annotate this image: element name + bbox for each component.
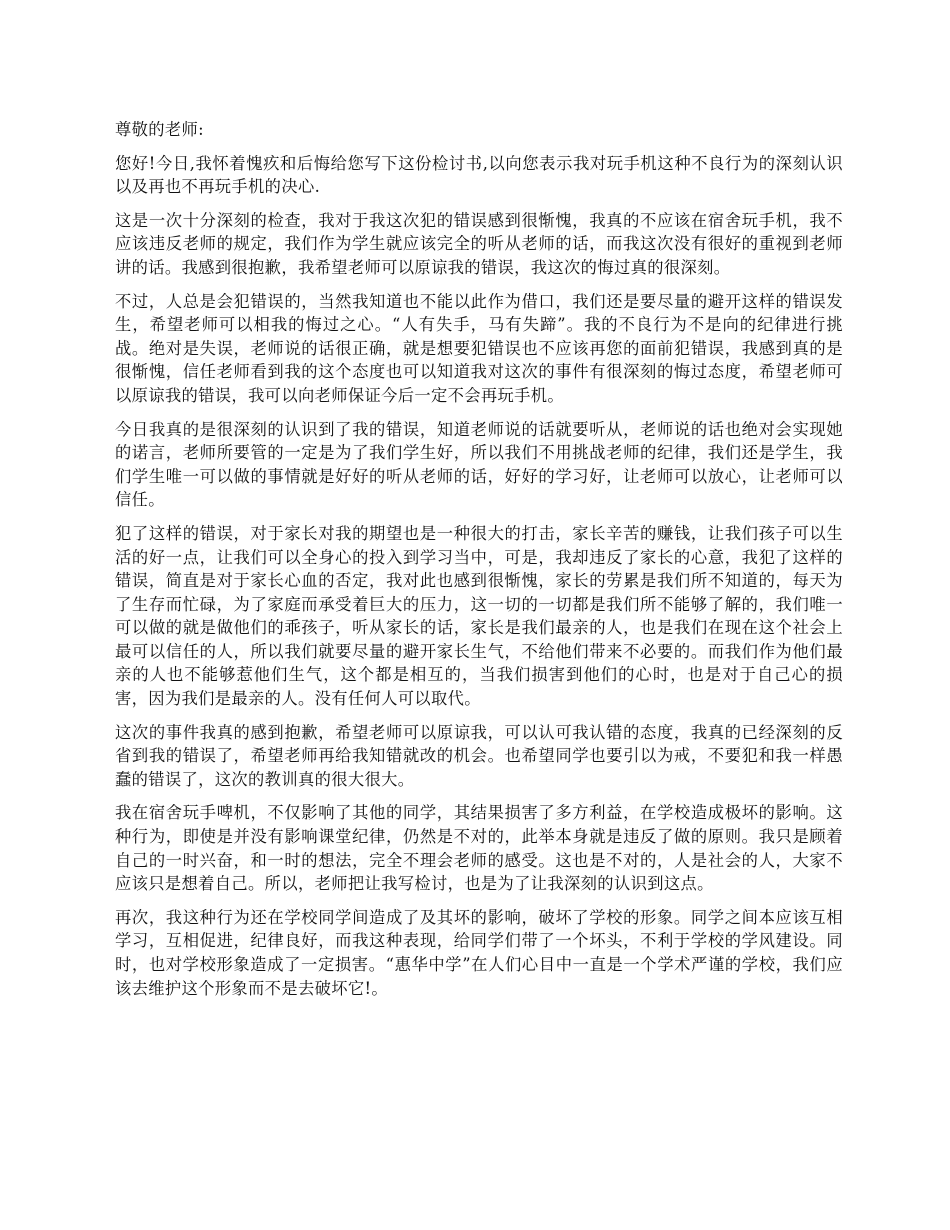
paragraph-5: 犯了这样的错误，对于家长对我的期望也是一种很大的打击，家长辛苦的赚钱，让我们孩子可以生活的好一点，让我们可以全身心的投入到学习当中，可是，我却违反了家长的心意，我犯了这样的错误，简直是对于家长心血的否定，我对此也感到很惭愧，家长的劳累是我们所不知道的，每天为了生存而忙碌，为了家庭而承受着巨大的压力，这一切的一切都是我们所不能够了解的，我们唯一可以做的就是做他们的乖孩子，听从家长的话，家长是我们最亲的人，也是我们在现在这个社会上最可以信任的人，所以我们就要尽量的避开家长生气，不给他们带来不必要的。而我们作为他们最亲的人也不能够惹他们生气，这个都是相互的，当我们损害到他们的心时，也是对于自己心的损害，因为我们是最亲的人。没有任何人可以取代。 xyxy=(115,523,843,709)
paragraph-3: 不过，人总是会犯错误的，当然我知道也不能以此作为借口，我们还是要尽量的避开这样的错误发生，希望老师可以相我的悔过之心。“人有失手，马有失蹄”。我的不良行为不是向的纪律进行挑战。绝对是失误，老师说的话很正确，就是想要犯错误也不应该再您的面前犯错误，我感到真的是很惭愧，信任老师看到我的这个态度也可以知道我对这次的事件有很深刻的悔过态度，希望老师可以原谅我的错误，我可以向老师保证今后一定不会再玩手机。 xyxy=(115,291,843,405)
paragraph-6: 这次的事件我真的感到抱歉，希望老师可以原谅我，可以认可我认错的态度，我真的已经深刻的反省到我的错误了，希望老师再给我知错就改的机会。也希望同学也要引以为戒，不要犯和我一样愚蠢的错误了，这次的教训真的很大很大。 xyxy=(115,722,843,789)
document-page xyxy=(115,118,843,1010)
salutation: 尊敬的老师: xyxy=(115,120,204,139)
paragraph-1: 您好!今日,我怀着愧疚和后悔给您写下这份检讨书,以向您表示我对玩手机这种不良行为的深刻认识以及再也不再玩手机的决心. xyxy=(115,153,843,197)
paragraph-4: 今日我真的是很深刻的认识到了我的错误，知道老师说的话就要听从，老师说的话也绝对会实现她的诺言，老师所要管的一定是为了我们学生好，所以我们不用挑战老师的纪律，我们还是学生，我们学生唯一可以做的事情就是好好的听从老师的话，好好的学习好，让老师可以放心，让老师可以信任。 xyxy=(115,419,843,510)
paragraph-7: 我在宿舍玩手啤机，不仅影响了其他的同学，其结果损害了多方利益，在学校造成极坏的影响。这种行为，即使是并没有影响课堂纪律，仍然是不对的，此举本身就是违反了做的原则。我只是顾着自己的一时兴奋，和一时的想法，完全不理会老师的感受。这也是不对的，人是社会的人，大家不应该只是想着自己。所以，老师把让我写检讨，也是为了让我深刻的认识到这点。 xyxy=(115,803,843,894)
paragraph-2: 这是一次十分深刻的检查，我对于我这次犯的错误感到很惭愧，我真的不应该在宿舍玩手机，我不应该违反老师的规定，我们作为学生就应该完全的听从老师的话，而我这次没有很好的重视到老师讲的话。我感到很抱歉，我希望老师可以原谅我的错误，我这次的悔过真的很深刻。 xyxy=(115,210,843,277)
paragraph-8: 再次，我这种行为还在学校同学间造成了及其坏的影响，破坏了学校的形象。同学之间本应该互相学习，互相促进，纪律良好，而我这种表现，给同学们带了一个坏头，不利于学校的学风建设。同时，也对学校形象造成了一定损害。“惠华中学”在人们心目中一直是一个学术严谨的学校，我们应该去维护这个形象而不是去破坏它!。 xyxy=(115,907,843,998)
